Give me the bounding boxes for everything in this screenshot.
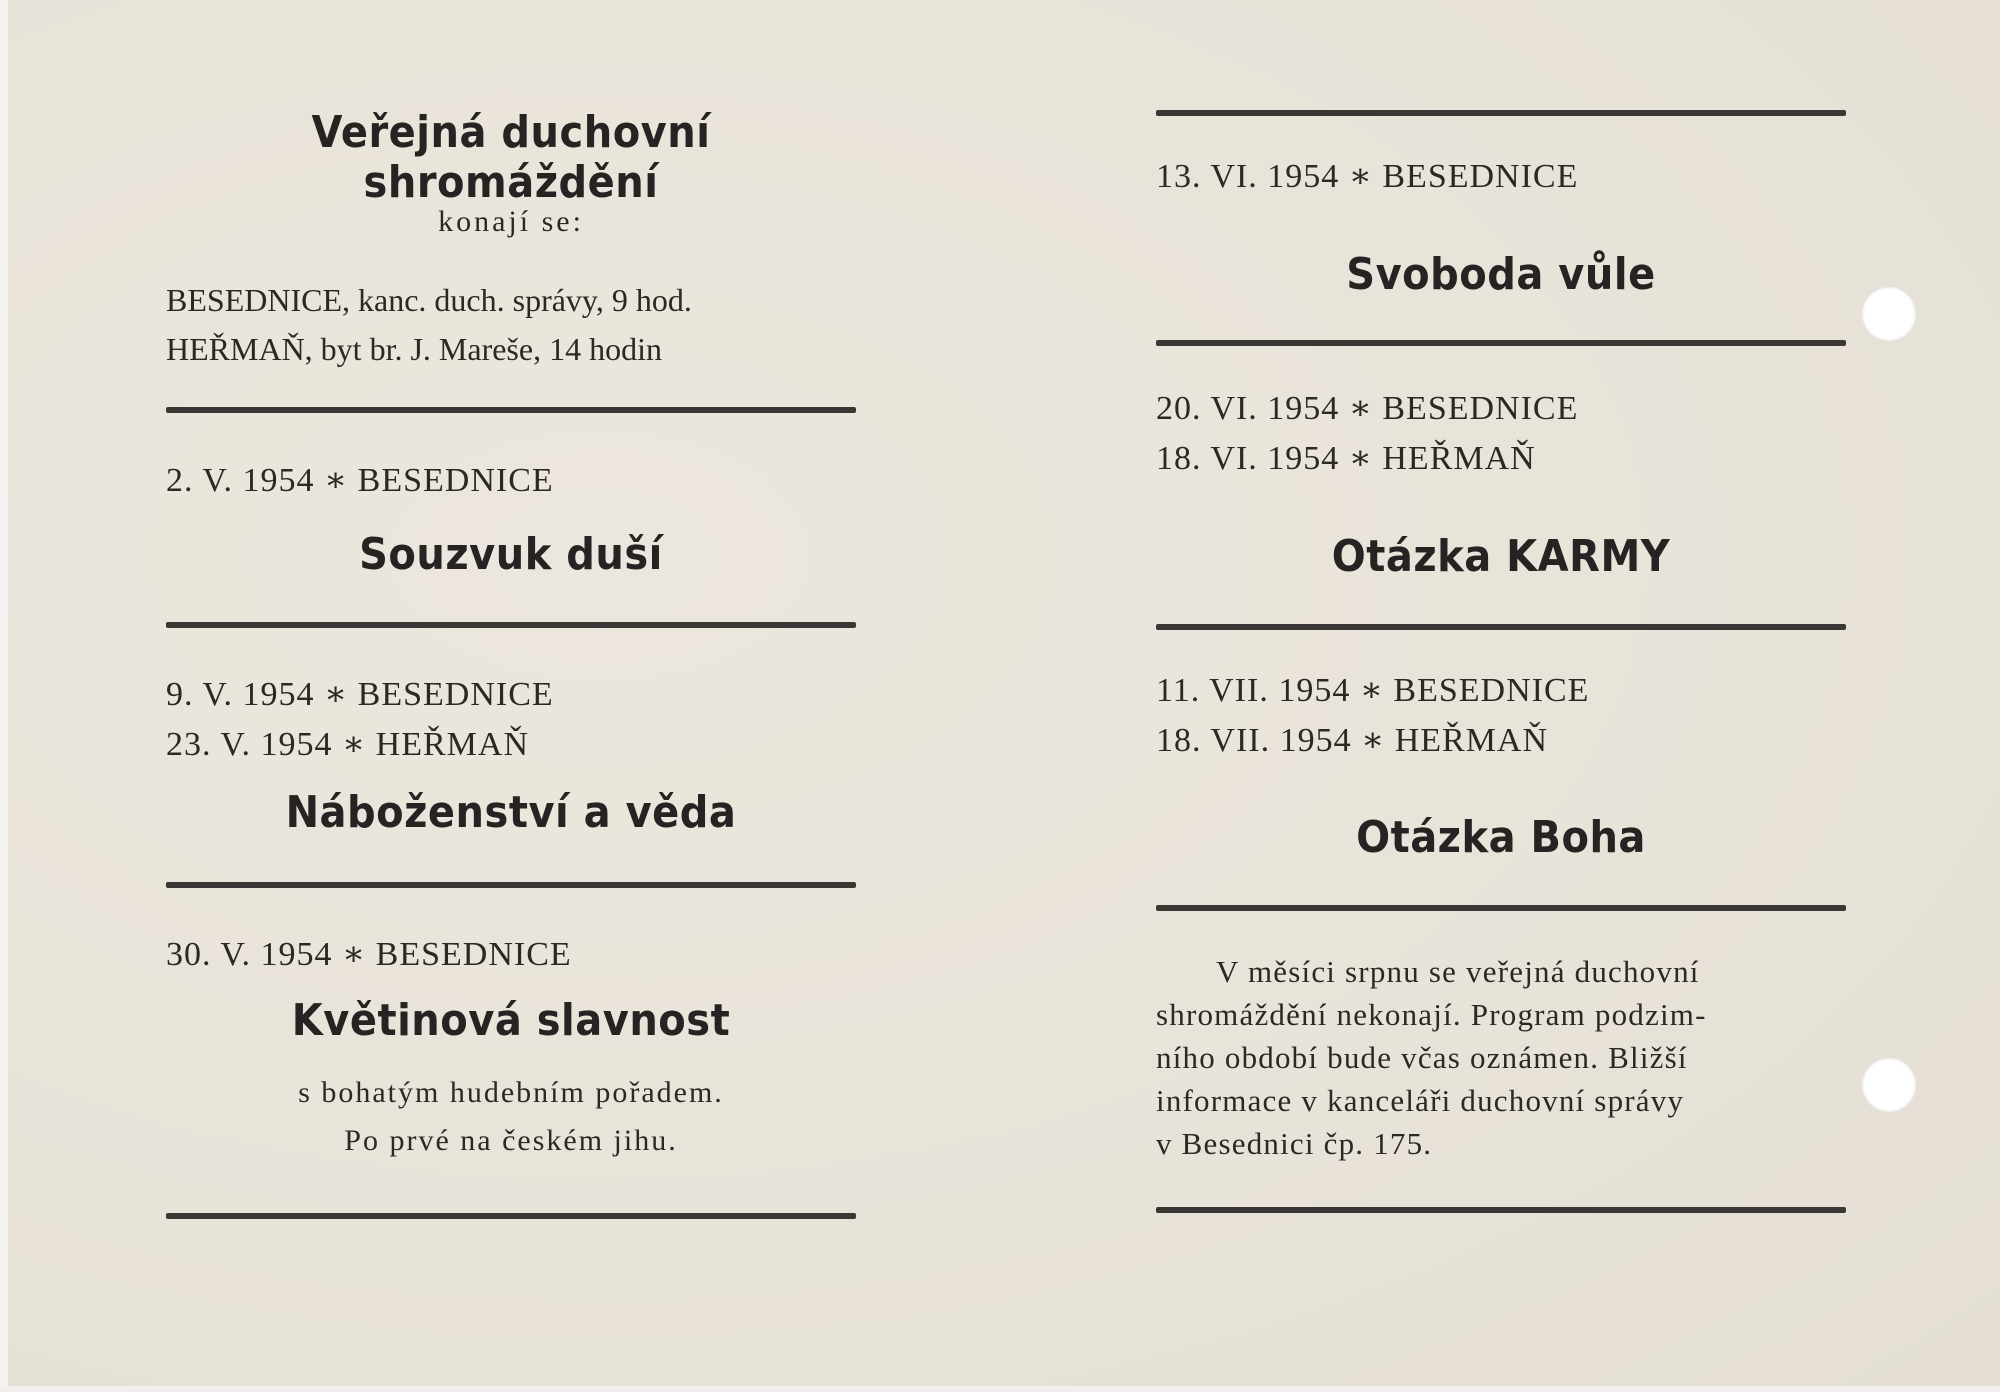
event-title: Otázka KARMY xyxy=(1331,532,1671,582)
closing-note xyxy=(1156,950,1846,1165)
note-line: ního období bude včas oznámen. Bližší xyxy=(1156,1040,1688,1075)
event-title: Květinová slavnost xyxy=(291,996,731,1046)
divider xyxy=(1156,110,1846,116)
event-date: 18. VII. 1954 ∗ HEŘMAŇ xyxy=(1156,722,1549,759)
punch-hole xyxy=(1862,287,1916,341)
divider xyxy=(1156,905,1846,911)
divider xyxy=(1156,340,1846,346)
event-date: 11. VII. 1954 ∗ BESEDNICE xyxy=(1156,672,1590,709)
event-date: 9. V. 1954 ∗ BESEDNICE xyxy=(166,676,554,713)
note-line: shromáždění nekonají. Program podzim- xyxy=(1156,997,1707,1032)
main-heading: Veřejná duchovní shromáždění xyxy=(311,108,711,208)
event-subtitle: Po prvé na českém jihu. xyxy=(344,1124,678,1157)
event-date: 30. V. 1954 ∗ BESEDNICE xyxy=(166,936,572,973)
divider xyxy=(166,407,856,413)
divider xyxy=(166,1213,856,1219)
event-date: 18. VI. 1954 ∗ HEŘMAŇ xyxy=(1156,440,1536,477)
note-line: V měsíci srpnu se veřejná duchovní xyxy=(1216,954,1700,989)
note-line: informace v kanceláři duchovní správy xyxy=(1156,1083,1685,1118)
divider xyxy=(166,882,856,888)
location-besednice: BESEDNICE, kanc. duch. správy, 9 hod. xyxy=(166,282,692,318)
event-date: 23. V. 1954 ∗ HEŘMAŇ xyxy=(166,726,530,763)
event-title: Otázka Boha xyxy=(1356,813,1646,863)
event-subtitle: s bohatým hudebním pořadem. xyxy=(298,1076,724,1109)
event-title: Souzvuk duší xyxy=(359,530,663,580)
divider xyxy=(1156,1207,1846,1213)
left-column xyxy=(166,0,856,1392)
divider xyxy=(1156,624,1846,630)
event-date: 2. V. 1954 ∗ BESEDNICE xyxy=(166,462,554,499)
event-date: 13. VI. 1954 ∗ BESEDNICE xyxy=(1156,158,1579,195)
subheading: konají se: xyxy=(438,205,584,238)
punch-hole xyxy=(1862,1058,1916,1112)
location-herman: HEŘMAŇ, byt br. J. Mareše, 14 hodin xyxy=(166,331,662,367)
event-date: 20. VI. 1954 ∗ BESEDNICE xyxy=(1156,390,1579,427)
divider xyxy=(166,622,856,628)
right-column xyxy=(1156,0,1846,1392)
note-line: v Besednici čp. 175. xyxy=(1156,1126,1433,1161)
event-title: Náboženství a věda xyxy=(285,788,737,838)
event-title: Svoboda vůle xyxy=(1346,250,1656,300)
